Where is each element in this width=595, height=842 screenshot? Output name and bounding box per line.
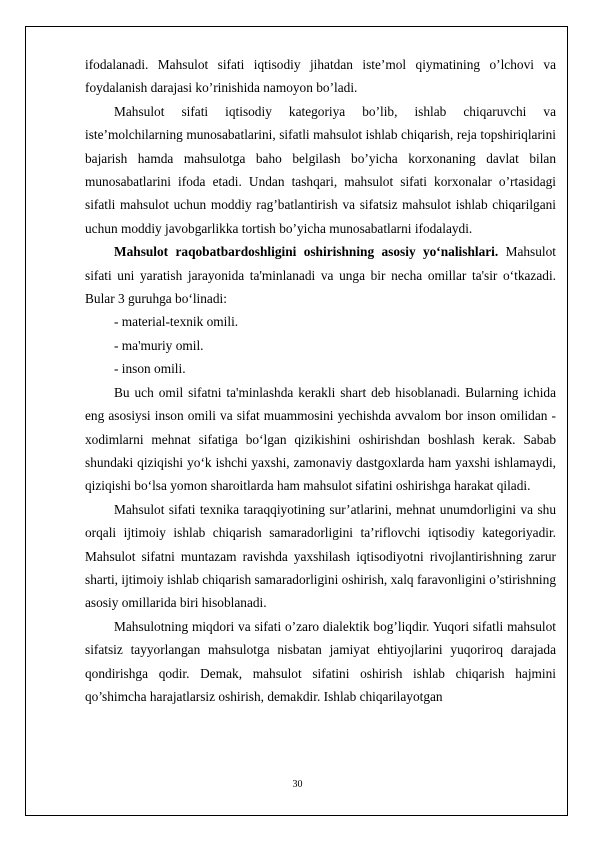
paragraph-4: Bu uch omil sifatni ta'minlashda kerakli shart deb hisoblanadi. Bularning ichida eng asosiysi inson omili va sifat muammosini yechishda avvalom bor inson omilidan - xodimlarni mehnat sifatiga bo‘lgan qizikishini oshirishdan boshlash kerak. Sabab shundaki qiziqishi yo‘k ishchi yaxshi, zamonaviy dastgoxlarda ham yaxshi ishlamaydi, qiziqishi bo‘lsa yomon sharoitlarda ham mahsulot sifatini oshirishga harakat qiladi.: [85, 384, 556, 494]
list-item-administrative: - ma'muriy omil.: [114, 337, 204, 353]
list-item-material: - material-texnik omili.: [114, 314, 239, 330]
paragraph-5: Mahsulot sifati texnika taraqqiyotining sur’atlarini, mehnat unumdorligini va shu orqali ijtimoiy ishlab chiqarish samaradorligini ta’riflovchi iqtisodiy kategoriyadir. Mahsulot sifatni muntazam ravishda yaxshilash iqtisodiyotni rivojlantirishning zarur sharti, ijtimoiy ishlab chiqarish samaradorligini oshirish, xalq faravonligini o’stirishning asosiy omillarida biri hisoblanadi.: [85, 501, 556, 611]
list-item-human: - inson omili.: [114, 361, 186, 377]
section-heading: Mahsulot raqobatbardoshligini oshirishning asosiy yo‘nalishlari.: [114, 244, 499, 260]
paragraph-2: Mahsulot sifati iqtisodiy kategoriya bo’lib, ishlab chiqaruvchi va iste’molchilarning munosabatlarini, sifatli mahsulot ishlab chiqarish, reja topshiriqlarini bajarish hamda mahsulotga baho belgilash bo’yicha korxonaning davlat bilan munosabatlarini ifoda etadi. Undan tashqari, mahsulot sifati korxonalar o’rtasidagi sifatli mahsulot uchun moddiy rag’batlantirish va sifatsiz mahsulot ishlab chiqarilgani uchun moddiy javobgarlikka tortish bo’yicha munosabatlarni ifodalaydi.: [85, 103, 556, 236]
document-body: [85, 53, 556, 708]
paragraph-3: [85, 240, 556, 310]
paragraph-3-text: Mahsulot sifati uni yaratish jarayonida ta'minlanadi va unga bir necha omillar ta'sir o‘tkazadi. Bular 3 guruhga bo‘linadi:: [85, 244, 556, 307]
page-number: 30: [292, 779, 303, 790]
paragraph-6: Mahsulotning miqdori va sifati o’zaro dialektik bog’liqdir. Yuqori sifatli mahsulot sifatsiz tayyorlangan mahsulotga nisbatan jamiyat ehtiyojlarini yuqoriroq darajada qondirishga qodir. Demak, mahsulot sifatini oshirish ishlab chiqarish hajmini qo’shimcha harajatlarsiz oshirish, demakdir. Ishlab chiqarilayotgan: [85, 618, 556, 704]
paragraph-1: ifodalanadi. Mahsulot sifati iqtisodiy jihatdan iste’mol qiymatining o’lchovi va foydalanish darajasi ko’rinishida namoyon bo’ladi.: [85, 57, 556, 96]
